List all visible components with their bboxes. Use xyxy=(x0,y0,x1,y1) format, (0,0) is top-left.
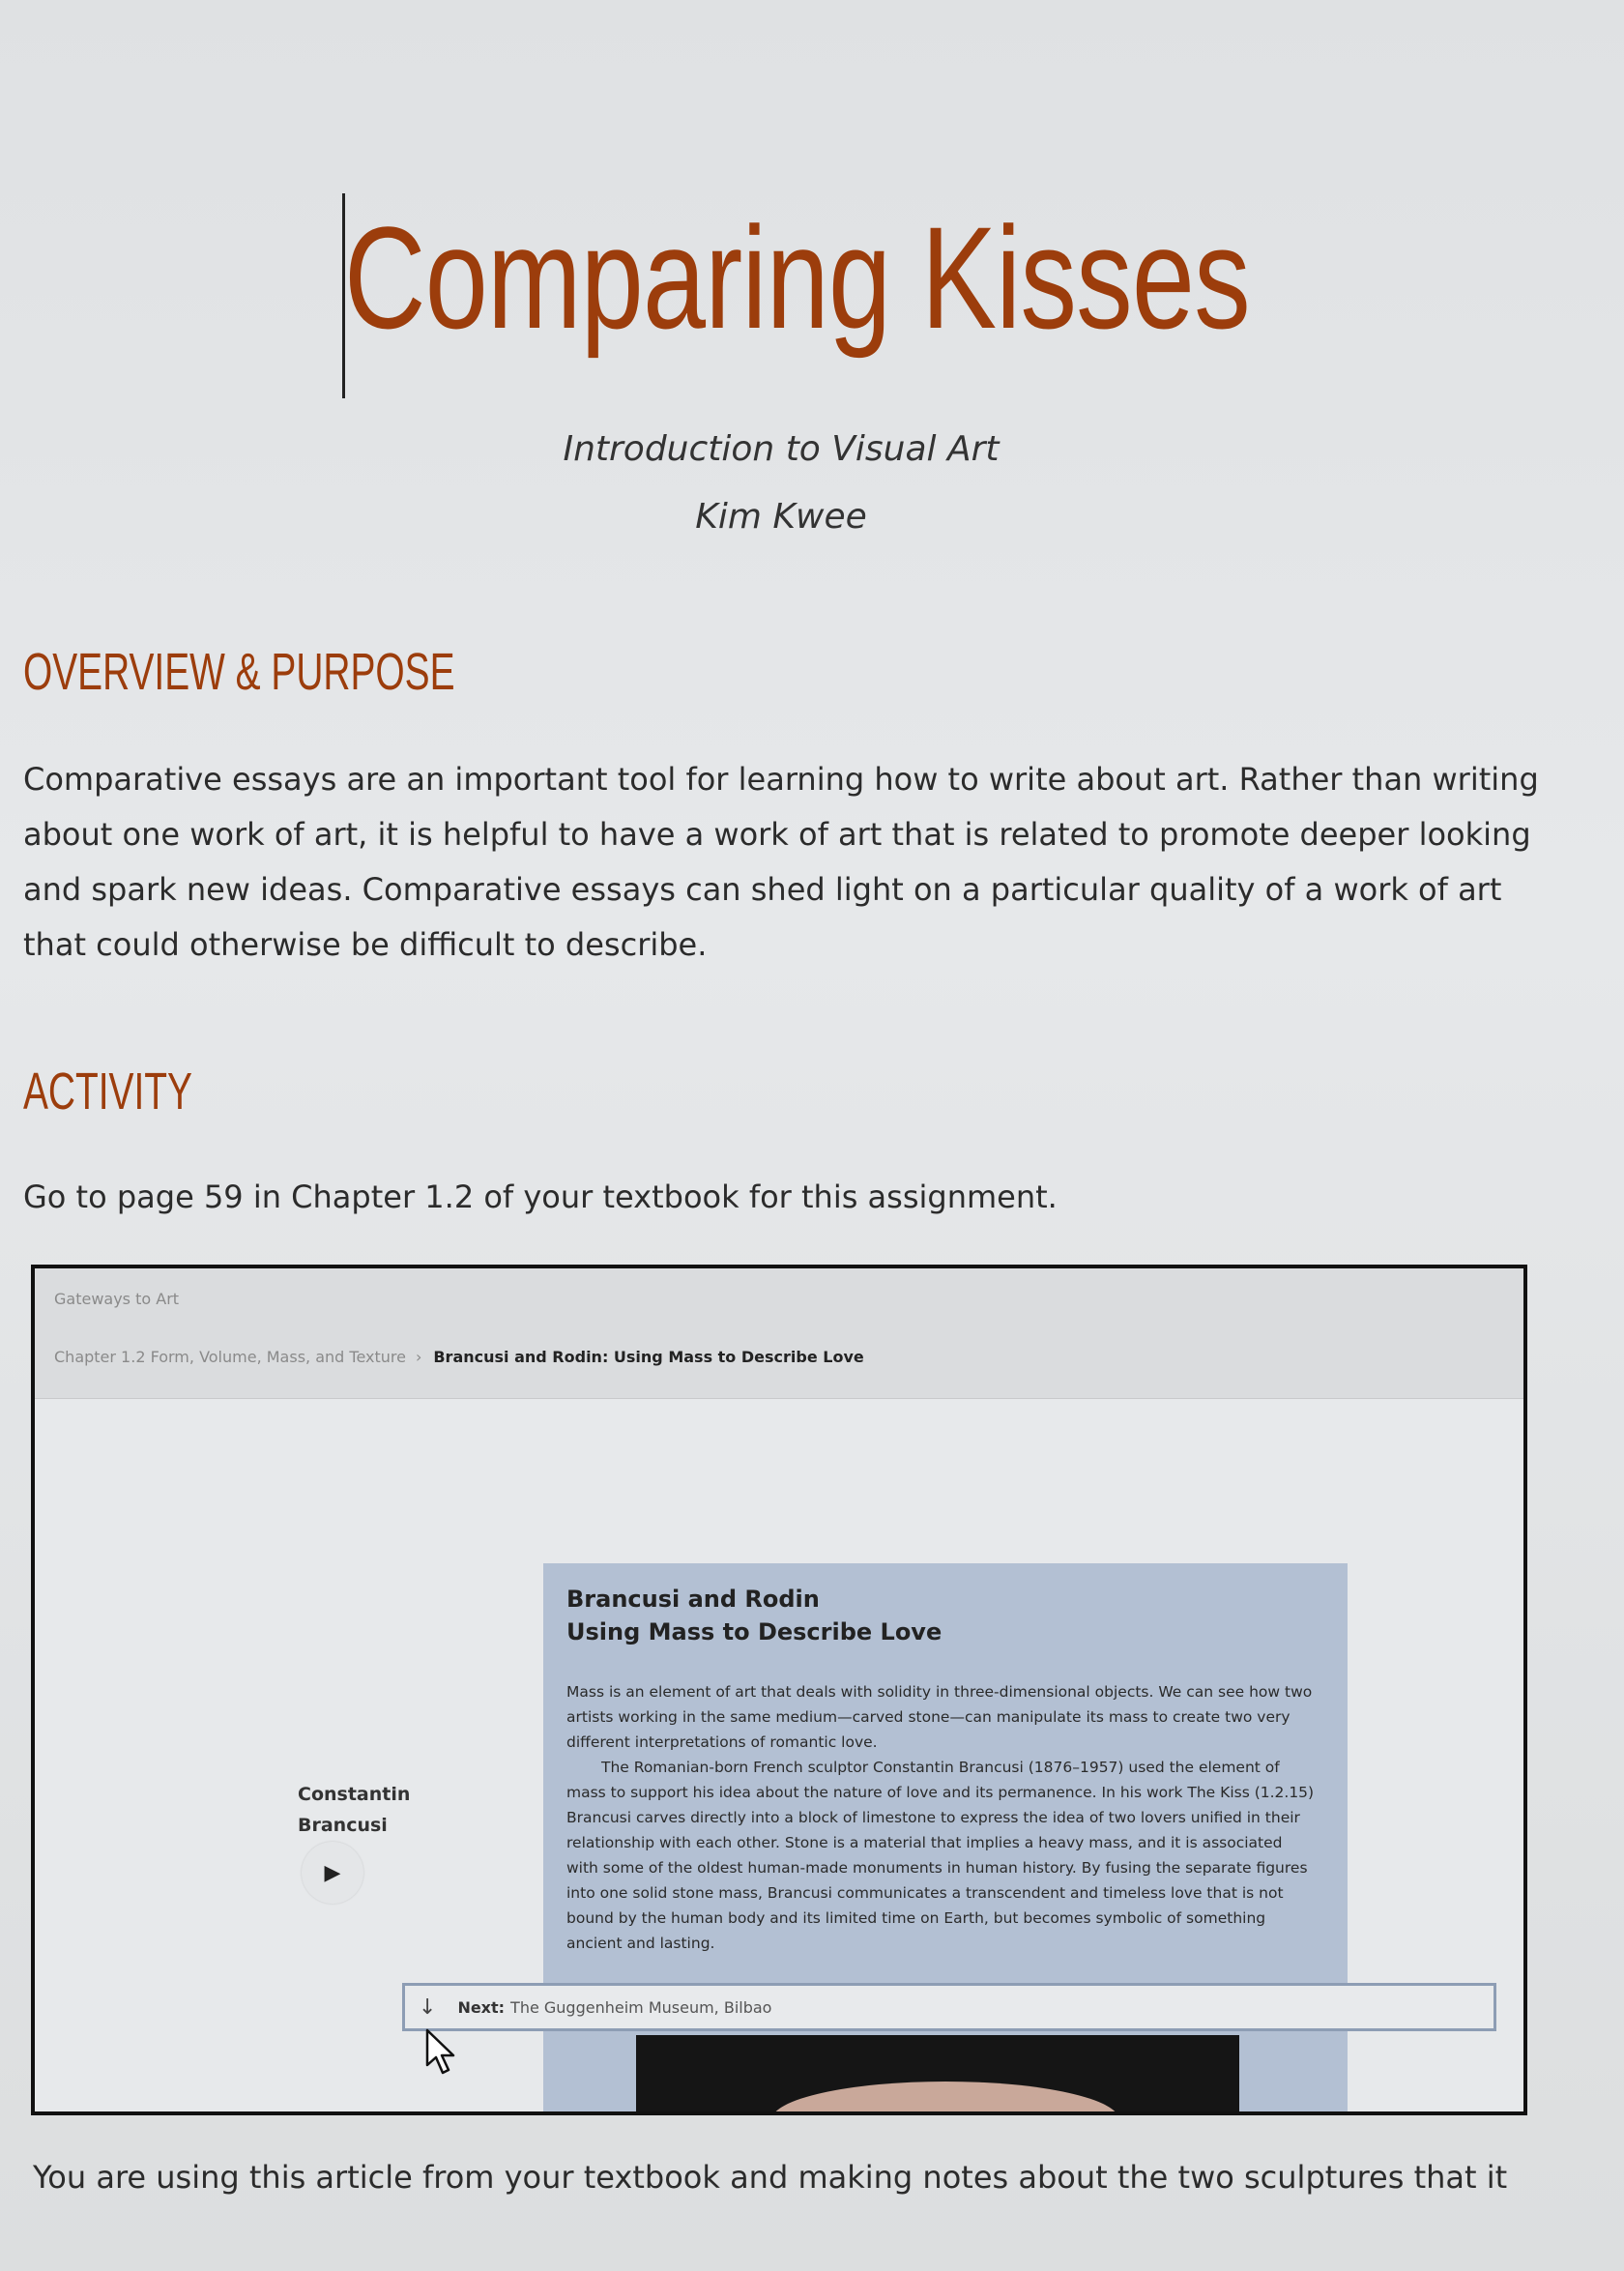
sculpture-shape xyxy=(771,2082,1119,2115)
article-title-line-2: Using Mass to Describe Love xyxy=(566,1618,942,1645)
breadcrumb-chapter[interactable]: Chapter 1.2 Form, Volume, Mass, and Texture xyxy=(54,1348,406,1366)
activity-paragraph: Go to page 59 in Chapter 1.2 of your textbook for this assignment. xyxy=(23,1179,1058,1215)
textbook-screenshot xyxy=(31,1265,1527,2115)
arrow-down-icon: ↓ xyxy=(419,1994,437,2020)
site-name[interactable]: Gateways to Art xyxy=(54,1290,180,1308)
next-section-button[interactable] xyxy=(402,1983,1496,2031)
textbook-header xyxy=(35,1268,1523,1399)
document-subtitle: Introduction to Visual Art xyxy=(563,429,1000,469)
article-panel xyxy=(543,1563,1348,2115)
activity-heading: ACTIVITY xyxy=(23,1063,192,1121)
article-title xyxy=(566,1583,942,1648)
overview-heading: OVERVIEW & PURPOSE xyxy=(23,643,455,701)
next-title: The Guggenheim Museum, Bilbao xyxy=(510,1997,772,2017)
article-body xyxy=(566,1679,1319,1956)
mouse-pointer-icon xyxy=(423,2028,462,2077)
play-icon: ▶ xyxy=(324,1860,341,1885)
artist-last-name: Brancusi xyxy=(298,1815,388,1836)
artist-first-name: Constantin xyxy=(298,1784,411,1805)
sculpture-image xyxy=(636,2035,1239,2115)
overview-paragraph: Comparative essays are an important tool for learning how to write about art. Rather than writing about one work of art, it is helpful to have a work of art that is related to promote deeper looking and spark new ideas. Comparative essays can shed light on a particular quality of a work of art that could otherwise be difficult to describe. xyxy=(23,761,1539,963)
document-title: Comparing Kisses xyxy=(344,196,1250,359)
breadcrumb-current: Brancusi and Rodin: Using Mass to Describe Love xyxy=(433,1348,864,1366)
document-author: Kim Kwee xyxy=(695,497,867,537)
article-paragraph-2: The Romanian-born French sculptor Constantin Brancusi (1876–1957) used the element of mass to support his idea about the nature of love and its permanence. In his work The Kiss (1.2.15) Brancusi carves directly into a block of limestone to express the idea of two lovers unified in their relationship with each other. Stone is a material that implies a heavy mass, and it is associated with some of the oldest human-made monuments in human history. By fusing the separate figures into one solid stone mass, Brancusi communicates a transcendent and timeless love that is not bound by the human body and its limited time on Earth, but becomes symbolic of something ancient and lasting. xyxy=(566,1759,1315,1952)
next-label: Next: xyxy=(457,1997,506,2017)
breadcrumb-separator: › xyxy=(415,1348,422,1366)
article-title-line-1: Brancusi and Rodin xyxy=(566,1586,820,1613)
play-button[interactable] xyxy=(302,1842,363,1904)
article-paragraph-1: Mass is an element of art that deals with solidity in three-dimensional objects. We can see how two artists working in the same medium—carved stone—can manipulate its mass to create two very different interpretations of romantic love. xyxy=(566,1683,1313,1751)
artist-label xyxy=(298,1779,410,1841)
footer-paragraph: You are using this article from your textbook and making notes about the two sculptures that it xyxy=(33,2159,1508,2196)
breadcrumb xyxy=(54,1348,864,1366)
